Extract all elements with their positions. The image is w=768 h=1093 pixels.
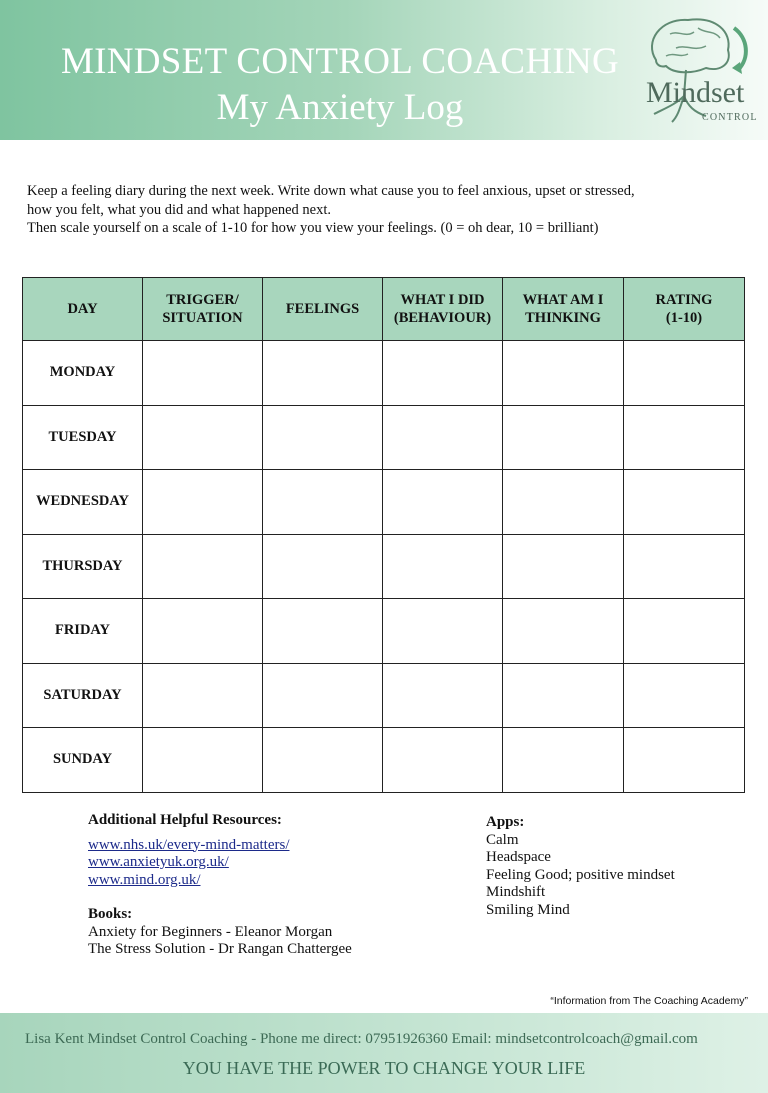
trigger-cell[interactable] — [143, 534, 263, 599]
table-row — [23, 341, 745, 406]
feelings-cell[interactable] — [263, 534, 383, 599]
trigger-cell[interactable] — [143, 341, 263, 406]
day-label-friday: FRIDAY — [23, 599, 143, 664]
instruction-line: Keep a feeling diary during the next week. Write down what cause you to feel anxious, upset or stressed, — [27, 183, 635, 199]
table-header-row — [23, 278, 745, 341]
table-row — [23, 534, 745, 599]
logo-subtext: CONTROL — [702, 112, 758, 123]
behaviour-cell[interactable] — [383, 534, 503, 599]
books-heading: Books: — [88, 906, 133, 922]
trigger-cell[interactable] — [143, 470, 263, 535]
rating-cell[interactable] — [624, 470, 745, 535]
table-row — [23, 728, 745, 793]
rating-cell[interactable] — [624, 599, 745, 664]
resources-heading: Additional Helpful Resources: — [88, 812, 282, 828]
resources-section — [88, 812, 352, 959]
behaviour-cell[interactable] — [383, 341, 503, 406]
behaviour-cell[interactable] — [383, 728, 503, 793]
app-item: Feeling Good; positive mindset — [486, 866, 675, 883]
mindset-logo — [636, 12, 756, 126]
rating-cell[interactable] — [624, 663, 745, 728]
logo-wordmark: Mindset — [646, 76, 745, 109]
rating-cell[interactable] — [624, 728, 745, 793]
day-label-tuesday: TUESDAY — [23, 405, 143, 470]
behaviour-cell[interactable] — [383, 663, 503, 728]
thinking-cell[interactable] — [503, 405, 624, 470]
column-header-rating: RATING (1-10) — [624, 278, 745, 341]
rating-cell[interactable] — [624, 405, 745, 470]
table-row — [23, 599, 745, 664]
thinking-cell[interactable] — [503, 728, 624, 793]
link-nhs[interactable]: www.nhs.uk/every-mind-matters/ — [88, 836, 290, 853]
day-label-monday: MONDAY — [23, 341, 143, 406]
day-label-thursday: THURSDAY — [23, 534, 143, 599]
table-row — [23, 470, 745, 535]
thinking-cell[interactable] — [503, 470, 624, 535]
table-row — [23, 663, 745, 728]
instruction-line: how you felt, what you did and what happened next. — [27, 201, 332, 218]
feelings-cell[interactable] — [263, 728, 383, 793]
book-item: Anxiety for Beginners - Eleanor Morgan — [88, 923, 333, 940]
book-item: The Stress Solution - Dr Rangan Chattergee — [88, 941, 352, 957]
apps-section — [486, 814, 675, 919]
app-item: Smiling Mind — [486, 901, 570, 918]
thinking-cell[interactable] — [503, 341, 624, 406]
thinking-cell[interactable] — [503, 663, 624, 728]
table-row — [23, 405, 745, 470]
feelings-cell[interactable] — [263, 663, 383, 728]
column-header-feelings: FEELINGS — [263, 278, 383, 341]
day-label-saturday: SATURDAY — [23, 663, 143, 728]
trigger-cell[interactable] — [143, 728, 263, 793]
feelings-cell[interactable] — [263, 405, 383, 470]
link-anxietyuk[interactable]: www.anxietyuk.org.uk/ — [88, 854, 229, 870]
rating-cell[interactable] — [624, 341, 745, 406]
footer-banner — [0, 1013, 768, 1093]
app-item: Mindshift — [486, 884, 546, 900]
trigger-cell[interactable] — [143, 663, 263, 728]
rating-cell[interactable] — [624, 534, 745, 599]
column-header-behaviour: WHAT I DID (BEHAVIOUR) — [383, 278, 503, 341]
column-header-day: DAY — [23, 278, 143, 341]
header-banner — [0, 0, 768, 140]
feelings-cell[interactable] — [263, 341, 383, 406]
day-label-wednesday: WEDNESDAY — [23, 470, 143, 535]
instructions — [27, 182, 747, 238]
footer-contact: Lisa Kent Mindset Control Coaching - Phone me direct: 07951926360 Email: mindsetcontrolcoach@gmail.com — [25, 1031, 698, 1047]
source-credit: “Information from The Coaching Academy” — [550, 995, 748, 1007]
column-header-thinking: WHAT AM I THINKING — [503, 278, 624, 341]
page-title: MINDSET CONTROL COACHING — [60, 41, 620, 82]
behaviour-cell[interactable] — [383, 405, 503, 470]
page-subtitle: My Anxiety Log — [216, 87, 464, 128]
apps-heading: Apps: — [486, 814, 525, 830]
anxiety-log-table — [22, 277, 745, 793]
link-mind[interactable]: www.mind.org.uk/ — [88, 871, 201, 888]
feelings-cell[interactable] — [263, 470, 383, 535]
behaviour-cell[interactable] — [383, 470, 503, 535]
thinking-cell[interactable] — [503, 599, 624, 664]
feelings-cell[interactable] — [263, 599, 383, 664]
app-item: Headspace — [486, 849, 551, 865]
app-item: Calm — [486, 831, 519, 848]
footer-slogan: YOU HAVE THE POWER TO CHANGE YOUR LIFE — [182, 1058, 586, 1078]
thinking-cell[interactable] — [503, 534, 624, 599]
behaviour-cell[interactable] — [383, 599, 503, 664]
column-header-trigger: TRIGGER/ SITUATION — [143, 278, 263, 341]
day-label-sunday: SUNDAY — [23, 728, 143, 793]
instruction-line: Then scale yourself on a scale of 1-10 for how you view your feelings. (0 = oh dear, 10 = brilliant) — [27, 220, 599, 236]
trigger-cell[interactable] — [143, 599, 263, 664]
trigger-cell[interactable] — [143, 405, 263, 470]
